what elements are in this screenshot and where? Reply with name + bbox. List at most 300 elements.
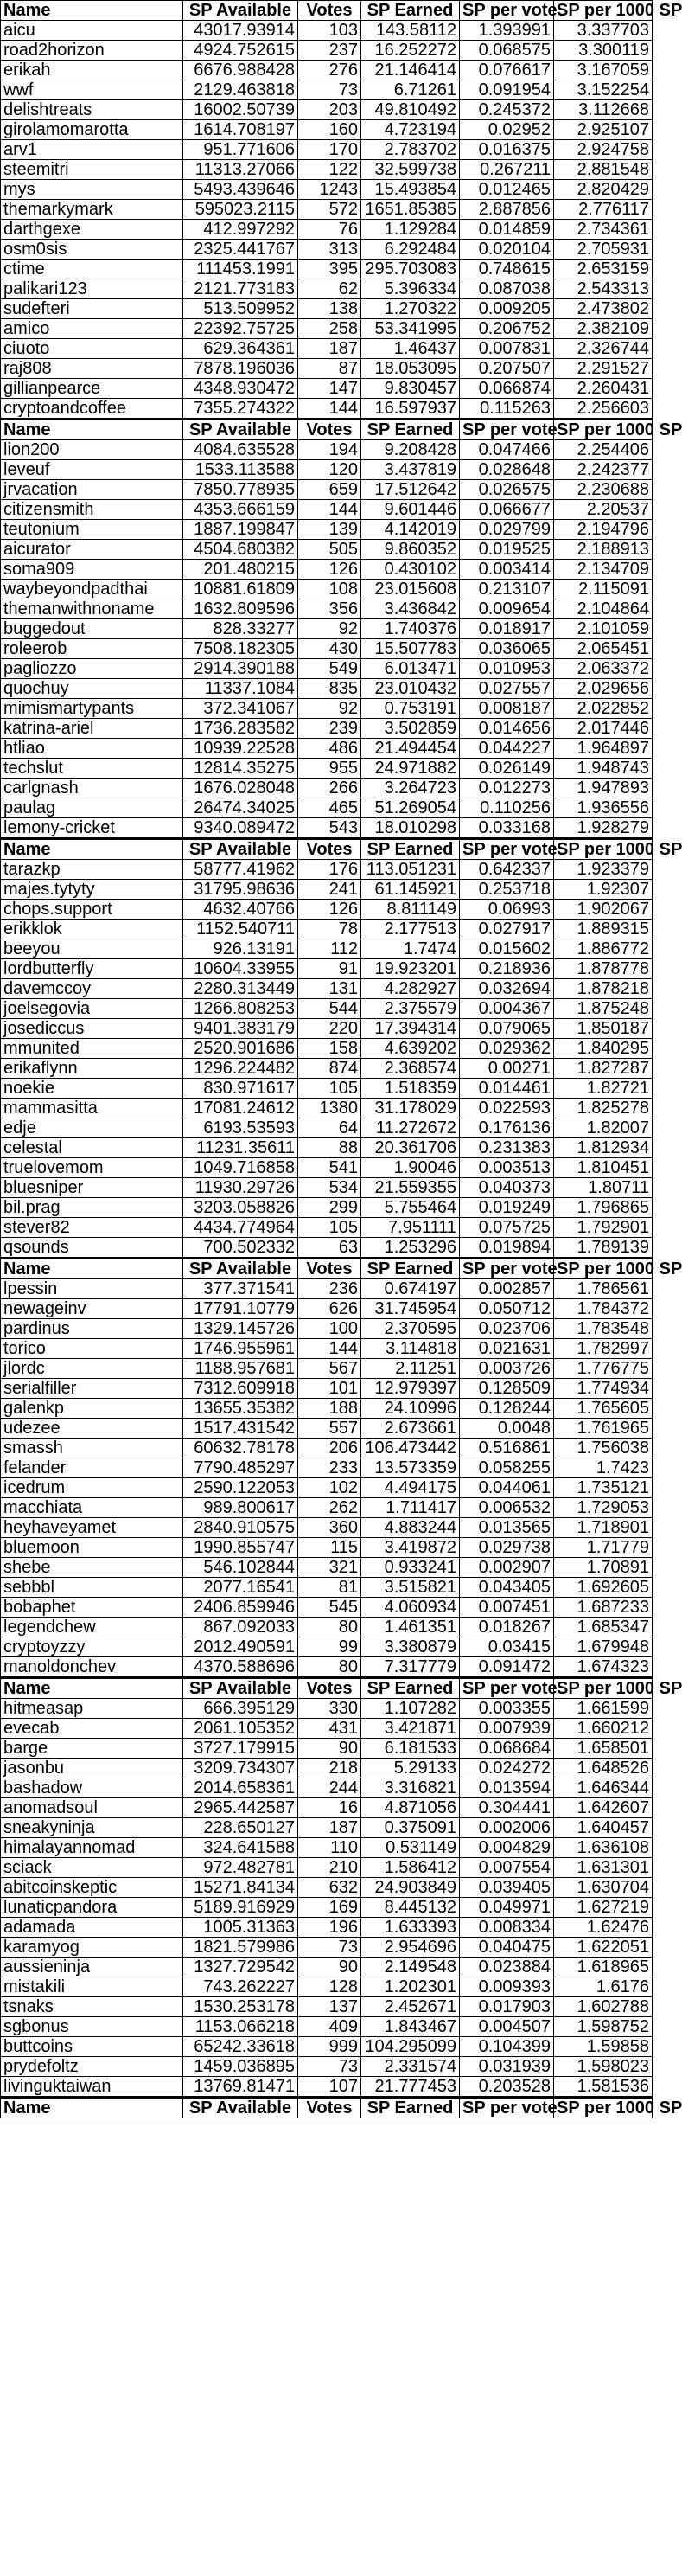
- header-sp-earned: SP Earned: [361, 1678, 460, 1699]
- sp-per-1000-cell: 2.924758: [554, 140, 653, 160]
- sp-per-vote-cell: 0.066677: [460, 500, 554, 520]
- sp-per-1000-cell: 1.774934: [554, 1379, 653, 1399]
- sp-earned-cell: 3.515821: [361, 1578, 460, 1598]
- sp-earned-cell: 3.114818: [361, 1339, 460, 1359]
- votes-cell: 557: [298, 1419, 361, 1439]
- sp-per-1000-cell: 1.674323: [554, 1657, 653, 1678]
- sp-available-cell: 10604.33955: [183, 959, 298, 979]
- sp-per-vote-cell: 0.012465: [460, 180, 554, 200]
- sp-per-1000-cell: 2.063372: [554, 659, 653, 679]
- votes-cell: 73: [298, 2057, 361, 2077]
- sp-per-vote-cell: 0.023706: [460, 1319, 554, 1339]
- sp-available-cell: 2280.313449: [183, 979, 298, 999]
- sp-earned-cell: 6.013471: [361, 659, 460, 679]
- sp-per-1000-cell: 2.115091: [554, 580, 653, 599]
- name-cell: icedrum: [1, 1478, 183, 1498]
- sp-per-vote-cell: 0.050712: [460, 1299, 554, 1319]
- header-name: Name: [1, 839, 183, 860]
- sp-per-vote-cell: 0.004507: [460, 2017, 554, 2037]
- sp-available-cell: 2325.441767: [183, 240, 298, 260]
- name-cell: lion200: [1, 440, 183, 460]
- sp-available-cell: 3203.058826: [183, 1198, 298, 1218]
- sp-per-vote-cell: 0.043405: [460, 1578, 554, 1598]
- sp-per-1000-cell: 2.473802: [554, 299, 653, 319]
- sp-available-cell: 989.800617: [183, 1498, 298, 1518]
- table-row: [1, 80, 653, 100]
- sp-per-1000-cell: 1.7423: [554, 1458, 653, 1478]
- table-row: [1, 440, 653, 460]
- sp-per-1000-cell: 1.875248: [554, 999, 653, 1019]
- sp-per-vote-cell: 0.032694: [460, 979, 554, 999]
- sp-available-cell: 1614.708197: [183, 120, 298, 140]
- table-row: [1, 41, 653, 61]
- sp-per-vote-cell: 0.044227: [460, 739, 554, 759]
- sp-earned-cell: 9.601446: [361, 500, 460, 520]
- sp-available-cell: 1632.809596: [183, 599, 298, 619]
- sp-per-1000-cell: 1.92307: [554, 880, 653, 900]
- table-row: [1, 1099, 653, 1118]
- name-cell: mistakili: [1, 1977, 183, 1997]
- name-cell: karamyog: [1, 1938, 183, 1958]
- sp-available-cell: 743.262227: [183, 1977, 298, 1997]
- sp-earned-cell: 1.7474: [361, 939, 460, 959]
- sp-per-1000-cell: 1.640457: [554, 1818, 653, 1838]
- votes-cell: 131: [298, 979, 361, 999]
- votes-cell: 409: [298, 2017, 361, 2037]
- sp-earned-cell: 61.145921: [361, 880, 460, 900]
- header-row: [1, 2098, 653, 2118]
- sp-per-1000-cell: 1.62476: [554, 1918, 653, 1938]
- name-cell: soma909: [1, 560, 183, 580]
- table-row: [1, 100, 653, 120]
- sp-per-1000-cell: 1.648526: [554, 1759, 653, 1778]
- table-row: [1, 719, 653, 739]
- table-row: [1, 1498, 653, 1518]
- table-row: [1, 200, 653, 220]
- name-cell: roleerob: [1, 639, 183, 659]
- votes-cell: 206: [298, 1439, 361, 1458]
- votes-cell: 144: [298, 1339, 361, 1359]
- sp-per-vote-cell: 0.026575: [460, 480, 554, 500]
- sp-available-cell: 31795.98636: [183, 880, 298, 900]
- table-row: [1, 880, 653, 900]
- sp-earned-cell: 4.494175: [361, 1478, 460, 1498]
- table-row: [1, 560, 653, 580]
- sp-available-cell: 10939.22528: [183, 739, 298, 759]
- sp-available-cell: 7878.196036: [183, 359, 298, 379]
- votes-cell: 99: [298, 1637, 361, 1657]
- header-sp-earned: SP Earned: [361, 2098, 460, 2118]
- table-row: [1, 1578, 653, 1598]
- sp-per-vote-cell: 0.007554: [460, 1858, 554, 1878]
- sp-per-1000-cell: 1.902067: [554, 900, 653, 920]
- header-row: [1, 420, 653, 440]
- name-cell: ctime: [1, 260, 183, 279]
- table-row: [1, 900, 653, 920]
- name-cell: lpessin: [1, 1279, 183, 1299]
- sp-earned-cell: 17.394314: [361, 1019, 460, 1039]
- votes-cell: 330: [298, 1699, 361, 1719]
- table-row: [1, 1079, 653, 1099]
- sp-per-vote-cell: 0.039405: [460, 1878, 554, 1898]
- sp-per-vote-cell: 0.104399: [460, 2037, 554, 2057]
- table-row: [1, 180, 653, 200]
- sp-available-cell: 2965.442587: [183, 1798, 298, 1818]
- table-row: [1, 1997, 653, 2017]
- sp-available-cell: 7790.485297: [183, 1458, 298, 1478]
- table-row: [1, 2077, 653, 2098]
- sp-per-1000-cell: 2.017446: [554, 719, 653, 739]
- name-cell: adamada: [1, 1918, 183, 1938]
- votes-cell: 62: [298, 279, 361, 299]
- name-cell: tarazkp: [1, 860, 183, 880]
- votes-cell: 567: [298, 1359, 361, 1379]
- table-row: [1, 1399, 653, 1419]
- sp-per-vote-cell: 0.007451: [460, 1598, 554, 1618]
- votes-cell: 102: [298, 1478, 361, 1498]
- sp-per-vote-cell: 0.231383: [460, 1138, 554, 1158]
- sp-earned-cell: 3.436842: [361, 599, 460, 619]
- sp-earned-cell: 2.954696: [361, 1938, 460, 1958]
- table-row: [1, 1938, 653, 1958]
- name-cell: sciack: [1, 1858, 183, 1878]
- sp-earned-cell: 24.971882: [361, 759, 460, 779]
- sp-per-1000-cell: 1.685347: [554, 1618, 653, 1637]
- votes-cell: 203: [298, 100, 361, 120]
- table-row: [1, 240, 653, 260]
- table-row: [1, 1419, 653, 1439]
- sp-available-cell: 201.480215: [183, 560, 298, 580]
- sp-available-cell: 1746.955961: [183, 1339, 298, 1359]
- sp-available-cell: 828.33277: [183, 619, 298, 639]
- votes-cell: 545: [298, 1598, 361, 1618]
- table-row: [1, 1138, 653, 1158]
- sp-earned-cell: 6.71261: [361, 80, 460, 100]
- table-row: [1, 260, 653, 279]
- sp-earned-cell: 0.753191: [361, 699, 460, 719]
- name-cell: sgbonus: [1, 2017, 183, 2037]
- sp-earned-cell: 23.015608: [361, 580, 460, 599]
- name-cell: buggedout: [1, 619, 183, 639]
- sp-available-cell: 43017.93914: [183, 21, 298, 41]
- sp-per-vote-cell: 0.007831: [460, 339, 554, 359]
- sp-per-vote-cell: 0.008187: [460, 699, 554, 719]
- name-cell: joelsegovia: [1, 999, 183, 1019]
- sp-per-vote-cell: 0.012273: [460, 779, 554, 798]
- sp-earned-cell: 7.951111: [361, 1218, 460, 1238]
- sp-per-vote-cell: 0.267211: [460, 160, 554, 180]
- sp-per-vote-cell: 0.004367: [460, 999, 554, 1019]
- header-sp-per-1000: SP per 1000 SP: [554, 1259, 653, 1279]
- sp-per-1000-cell: 1.618965: [554, 1958, 653, 1977]
- sp-available-cell: 58777.41962: [183, 860, 298, 880]
- sp-per-1000-cell: 1.71779: [554, 1538, 653, 1558]
- name-cell: erikah: [1, 61, 183, 80]
- table-row: [1, 540, 653, 560]
- sp-per-1000-cell: 1.646344: [554, 1778, 653, 1798]
- sp-per-1000-cell: 1.679948: [554, 1637, 653, 1657]
- sp-per-vote-cell: 0.023884: [460, 1958, 554, 1977]
- sp-earned-cell: 4.060934: [361, 1598, 460, 1618]
- sp-earned-cell: 6.292484: [361, 240, 460, 260]
- name-cell: cryptoandcoffee: [1, 399, 183, 420]
- sp-available-cell: 65242.33618: [183, 2037, 298, 2057]
- votes-cell: 395: [298, 260, 361, 279]
- table-row: [1, 939, 653, 959]
- sp-earned-cell: 6.181533: [361, 1739, 460, 1759]
- sp-earned-cell: 18.053095: [361, 359, 460, 379]
- sp-per-1000-cell: 1.581536: [554, 2077, 653, 2098]
- sp-earned-cell: 5.29133: [361, 1759, 460, 1778]
- sp-per-vote-cell: 0.021631: [460, 1339, 554, 1359]
- table-row: [1, 1898, 653, 1918]
- sp-per-vote-cell: 0.040475: [460, 1938, 554, 1958]
- table-row: [1, 299, 653, 319]
- sp-available-cell: 1533.113588: [183, 460, 298, 480]
- sp-per-vote-cell: 0.087038: [460, 279, 554, 299]
- header-sp-per-1000: SP per 1000 SP: [554, 1678, 653, 1699]
- sp-per-vote-cell: 0.022593: [460, 1099, 554, 1118]
- sp-per-vote-cell: 0.304441: [460, 1798, 554, 1818]
- name-cell: aicurator: [1, 540, 183, 560]
- name-cell: buttcoins: [1, 2037, 183, 2057]
- sp-earned-cell: 2.783702: [361, 140, 460, 160]
- header-name: Name: [1, 1, 183, 21]
- header-sp-per-vote: SP per vote: [460, 1, 554, 21]
- name-cell: serialfiller: [1, 1379, 183, 1399]
- table-row: [1, 1339, 653, 1359]
- votes-cell: 63: [298, 1238, 361, 1259]
- sp-per-1000-cell: 2.653159: [554, 260, 653, 279]
- table-row: [1, 359, 653, 379]
- sp-per-vote-cell: 0.110256: [460, 798, 554, 818]
- name-cell: bil.prag: [1, 1198, 183, 1218]
- sp-per-vote-cell: 0.068575: [460, 41, 554, 61]
- votes-cell: 236: [298, 1279, 361, 1299]
- sp-per-1000-cell: 1.59858: [554, 2037, 653, 2057]
- table-row: [1, 460, 653, 480]
- table-row: [1, 1198, 653, 1218]
- sp-earned-cell: 21.777453: [361, 2077, 460, 2098]
- votes-cell: 505: [298, 540, 361, 560]
- sp-per-vote-cell: 0.066874: [460, 379, 554, 399]
- sp-per-1000-cell: 1.776775: [554, 1359, 653, 1379]
- table-row: [1, 1319, 653, 1339]
- sp-available-cell: 2012.490591: [183, 1637, 298, 1657]
- votes-cell: 64: [298, 1118, 361, 1138]
- header-sp-per-1000: SP per 1000 SP: [554, 839, 653, 860]
- sp-per-vote-cell: 0.047466: [460, 440, 554, 460]
- table-row: [1, 1478, 653, 1498]
- name-cell: darthgexe: [1, 220, 183, 240]
- name-cell: torico: [1, 1339, 183, 1359]
- sp-per-vote-cell: 0.018267: [460, 1618, 554, 1637]
- votes-cell: 122: [298, 160, 361, 180]
- name-cell: anomadsoul: [1, 1798, 183, 1818]
- sp-per-1000-cell: 1.756038: [554, 1439, 653, 1458]
- votes-cell: 144: [298, 500, 361, 520]
- sp-available-cell: 2840.910575: [183, 1518, 298, 1538]
- name-cell: wwf: [1, 80, 183, 100]
- votes-cell: 78: [298, 920, 361, 939]
- table-row: [1, 480, 653, 500]
- table-row: [1, 1538, 653, 1558]
- votes-cell: 80: [298, 1618, 361, 1637]
- sp-earned-cell: 1.253296: [361, 1238, 460, 1259]
- header-sp-per-vote: SP per vote: [460, 1259, 554, 1279]
- name-cell: legendchew: [1, 1618, 183, 1637]
- sp-per-1000-cell: 1.658501: [554, 1739, 653, 1759]
- name-cell: heyhaveyamet: [1, 1518, 183, 1538]
- votes-cell: 80: [298, 1657, 361, 1678]
- sp-per-vote-cell: 0.091472: [460, 1657, 554, 1678]
- votes-cell: 170: [298, 140, 361, 160]
- sp-earned-cell: 49.810492: [361, 100, 460, 120]
- sp-per-vote-cell: 0.017903: [460, 1997, 554, 2017]
- table-row: [1, 2057, 653, 2077]
- sp-available-cell: 700.502332: [183, 1238, 298, 1259]
- sp-per-vote-cell: 0.176136: [460, 1118, 554, 1138]
- name-cell: beeyou: [1, 939, 183, 959]
- votes-cell: 659: [298, 480, 361, 500]
- sp-per-1000-cell: 1.761965: [554, 1419, 653, 1439]
- sp-per-1000-cell: 3.152254: [554, 80, 653, 100]
- votes-cell: 196: [298, 1918, 361, 1938]
- votes-cell: 549: [298, 659, 361, 679]
- header-sp-earned: SP Earned: [361, 839, 460, 860]
- name-cell: paulag: [1, 798, 183, 818]
- sp-per-vote-cell: 0.091954: [460, 80, 554, 100]
- sp-per-1000-cell: 1.928279: [554, 818, 653, 839]
- sp-per-1000-cell: 1.82007: [554, 1118, 653, 1138]
- sp-available-cell: 1459.036895: [183, 2057, 298, 2077]
- name-cell: leveuf: [1, 460, 183, 480]
- sp-earned-cell: 1651.85385: [361, 200, 460, 220]
- header-sp-per-vote: SP per vote: [460, 420, 554, 440]
- votes-cell: 139: [298, 520, 361, 540]
- votes-cell: 210: [298, 1858, 361, 1878]
- sp-earned-cell: 0.674197: [361, 1279, 460, 1299]
- sp-per-1000-cell: 1.789139: [554, 1238, 653, 1259]
- votes-cell: 258: [298, 319, 361, 339]
- votes-cell: 262: [298, 1498, 361, 1518]
- sp-available-cell: 4924.752615: [183, 41, 298, 61]
- sp-available-cell: 7355.274322: [183, 399, 298, 420]
- sp-earned-cell: 9.860352: [361, 540, 460, 560]
- sp-per-vote-cell: 0.028648: [460, 460, 554, 480]
- name-cell: lordbutterfly: [1, 959, 183, 979]
- name-cell: bluesniper: [1, 1178, 183, 1198]
- sp-earned-cell: 0.531149: [361, 1838, 460, 1858]
- name-cell: celestal: [1, 1138, 183, 1158]
- sp-per-vote-cell: 0.058255: [460, 1458, 554, 1478]
- sp-earned-cell: 0.933241: [361, 1558, 460, 1578]
- header-name: Name: [1, 420, 183, 440]
- sp-per-1000-cell: 1.687233: [554, 1598, 653, 1618]
- table-row: [1, 999, 653, 1019]
- votes-cell: 874: [298, 1059, 361, 1079]
- sp-available-cell: 11337.1084: [183, 679, 298, 699]
- sp-available-cell: 1676.028048: [183, 779, 298, 798]
- sp-available-cell: 4632.40766: [183, 900, 298, 920]
- name-cell: abitcoinskeptic: [1, 1878, 183, 1898]
- votes-cell: 158: [298, 1039, 361, 1059]
- name-cell: galenkp: [1, 1399, 183, 1419]
- votes-cell: 138: [298, 299, 361, 319]
- table-row: [1, 1719, 653, 1739]
- name-cell: sneakyninja: [1, 1818, 183, 1838]
- header-row: [1, 1259, 653, 1279]
- votes-cell: 76: [298, 220, 361, 240]
- sp-available-cell: 22392.75725: [183, 319, 298, 339]
- table-row: [1, 1238, 653, 1259]
- sp-per-vote-cell: 0.020104: [460, 240, 554, 260]
- votes-cell: 194: [298, 440, 361, 460]
- header-row: [1, 1, 653, 21]
- table-row: [1, 1558, 653, 1578]
- votes-cell: 835: [298, 679, 361, 699]
- sp-per-1000-cell: 2.230688: [554, 480, 653, 500]
- sp-per-1000-cell: 1.825278: [554, 1099, 653, 1118]
- sp-per-vote-cell: 0.068684: [460, 1739, 554, 1759]
- sp-per-vote-cell: 0.115263: [460, 399, 554, 420]
- sp-per-1000-cell: 2.029656: [554, 679, 653, 699]
- name-cell: lunaticpandora: [1, 1898, 183, 1918]
- name-cell: majes.tytyty: [1, 880, 183, 900]
- sp-per-1000-cell: 2.065451: [554, 639, 653, 659]
- sp-available-cell: 9340.089472: [183, 818, 298, 839]
- sp-available-cell: 2121.773183: [183, 279, 298, 299]
- table-row: [1, 979, 653, 999]
- name-cell: chops.support: [1, 900, 183, 920]
- header-row: [1, 1678, 653, 1699]
- table-row: [1, 21, 653, 41]
- sp-earned-cell: 2.11251: [361, 1359, 460, 1379]
- sp-available-cell: 1327.729542: [183, 1958, 298, 1977]
- sp-available-cell: 830.971617: [183, 1079, 298, 1099]
- table-row: [1, 1918, 653, 1938]
- sp-per-1000-cell: 1.812934: [554, 1138, 653, 1158]
- votes-cell: 572: [298, 200, 361, 220]
- sp-per-vote-cell: 0.002006: [460, 1818, 554, 1838]
- sp-available-cell: 546.102844: [183, 1558, 298, 1578]
- sp-earned-cell: 51.269054: [361, 798, 460, 818]
- table-row: [1, 798, 653, 818]
- sp-available-cell: 372.341067: [183, 699, 298, 719]
- sp-available-cell: 513.509952: [183, 299, 298, 319]
- sp-earned-cell: 1.633393: [361, 1918, 460, 1938]
- sp-available-cell: 13769.81471: [183, 2077, 298, 2098]
- sp-per-vote-cell: 0.013565: [460, 1518, 554, 1538]
- sp-per-1000-cell: 1.948743: [554, 759, 653, 779]
- sp-per-vote-cell: 0.013594: [460, 1778, 554, 1798]
- votes-cell: 169: [298, 1898, 361, 1918]
- table-row: [1, 619, 653, 639]
- sp-earned-cell: 24.10996: [361, 1399, 460, 1419]
- sp-earned-cell: 8.445132: [361, 1898, 460, 1918]
- sp-earned-cell: 3.419872: [361, 1538, 460, 1558]
- sp-per-vote-cell: 0.516861: [460, 1439, 554, 1458]
- votes-cell: 220: [298, 1019, 361, 1039]
- sp-available-cell: 26474.34025: [183, 798, 298, 818]
- name-cell: prydefoltz: [1, 2057, 183, 2077]
- sp-per-1000-cell: 1.70891: [554, 1558, 653, 1578]
- sp-available-cell: 228.650127: [183, 1818, 298, 1838]
- sp-earned-cell: 0.375091: [361, 1818, 460, 1838]
- votes-cell: 486: [298, 739, 361, 759]
- sp-per-vote-cell: 0.008334: [460, 1918, 554, 1938]
- sp-available-cell: 595023.2115: [183, 200, 298, 220]
